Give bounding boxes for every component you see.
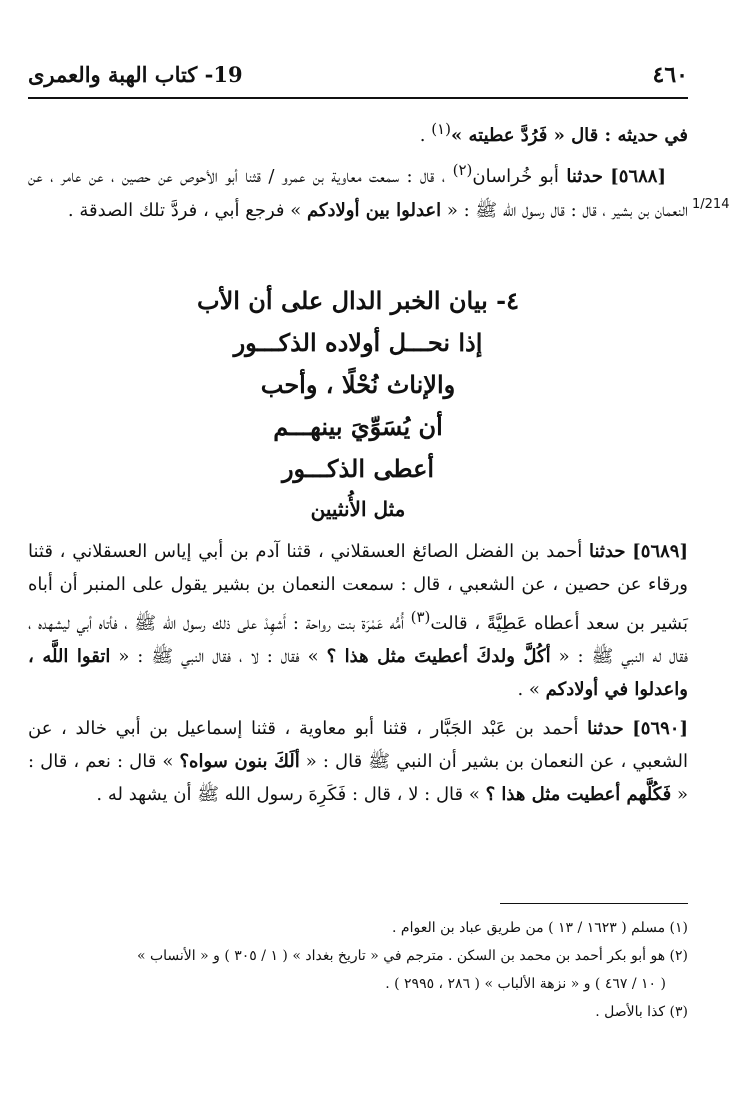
heading-line: ٤- بيان الخبر الدال على أن الأب: [197, 286, 519, 315]
continuation-paragraph: [28, 112, 688, 153]
margin-folio-mark: 1/214: [692, 197, 730, 212]
heading-line: إذا نحـــل أولاده الذكـــور: [233, 328, 483, 357]
footnote-divider: [500, 903, 688, 904]
hadith-5688: [28, 153, 688, 228]
hadith-text: أبو خُراسان: [472, 166, 567, 187]
heading-line: أن يُسَوِّيَ بينهـــم: [273, 412, 443, 441]
hadith-text: » .: [517, 679, 546, 700]
hadith-text: » قال : نعم ، قال : «: [28, 751, 688, 805]
hadith-text: » فرجع أبي ، فردَّ تلك الصدقة .: [67, 200, 307, 221]
hadith-text: أُمُّه عَمْرَة بنت رواحة : أَشهِدْ على ذلك رسول الله ﷺ ، فأتاه أبي ليشهده ، فقال له النبي ﷺ : «: [28, 613, 689, 667]
hadith-number: [٥٦٨٨]: [610, 166, 666, 187]
footnote-ref: (٢): [452, 161, 473, 179]
footnote-ref: (٣): [410, 608, 431, 626]
hadith-text: ، قال : سمعت معاوية بن عمرو / قثنا أبو الأحوص عن حصين ، عن عامر ، عن النعمان بن بشير ، قال : قال رسول الله ﷺ : «: [28, 166, 688, 221]
footnotes: [28, 914, 688, 1026]
hadith-number: [٥٦٩٠]: [632, 718, 688, 739]
hadith-number: [٥٦٨٩]: [632, 541, 688, 562]
prophet-quote: اتقوا اللَّه ، واعدلوا في أولادكم: [28, 646, 688, 700]
heading-line: والإناث نُحْلًا ، وأحب: [260, 370, 456, 399]
footnote: (٣) كذا بالأصل .: [595, 1004, 688, 1020]
prophet-quote: أكُلَّ ولدكَ أعطيتَ مثل هذا ؟: [326, 646, 551, 667]
section-heading: [28, 280, 688, 528]
hadith-lead: حدثنا: [589, 541, 626, 562]
continuation-text: في حديثه : قال « فَرُدَّ عطيته »: [450, 125, 688, 146]
top-text-block: [28, 112, 688, 228]
prophet-quote: اعدلوا بين أولادكم: [306, 200, 442, 221]
hadith-text: أحمد بن الفضل الصائغ العسقلاني ، قثنا آدم بن أبي إياس العسقلاني ، قثنا ورقاء عن حصين ، عن الشعبي ، قال : سمعت النعمان بن بشير يقول على المنبر أن أباه بَشير بن سعد أعطاه عَطِيَّةً ، قالت: [28, 541, 688, 634]
header-divider: [28, 97, 688, 99]
hadith-lead: حدثنا: [587, 718, 624, 739]
page-number: ٤٦٠: [652, 62, 688, 88]
footnote-ref: (١): [431, 120, 451, 138]
footnote-continuation: ( ١٠ / ٤٦٧ ) و « نزهة الألباب » ( ٢٨٦ ، ٢٩٩٥ ) .: [385, 976, 666, 992]
heading-line: مثل الأُنثيين: [310, 497, 406, 521]
hadith-5690: [28, 712, 688, 811]
main-text-block: [28, 535, 688, 817]
heading-line: أعطى الذكـــور: [281, 454, 435, 483]
prophet-quote: ألَكَ بنون سواه؟: [179, 751, 300, 772]
footnote: (١) مسلم ( ١٦٢٣ / ١٣ ) من طريق عباد بن العوام .: [392, 920, 688, 936]
running-header: [28, 62, 688, 96]
hadith-text: » قال : لا ، قال : فَكَرِهَ رسول الله ﷺ أن يشهد له .: [96, 784, 486, 805]
hadith-text: » فقال : لا ، فقال النبي ﷺ : «: [110, 646, 327, 667]
hadith-text: أحمد بن عَبْد الجَبَّار ، قثنا أبو معاوية ، قثنا إسماعيل بن أبي خالد ، عن الشعبي ، عن النعمان بن بشير أن النبي ﷺ قال : «: [28, 718, 688, 772]
hadith-5689: [28, 535, 688, 706]
continuation-tail: .: [419, 125, 432, 146]
chapter-title: 19- كتاب الهبة والعمرى: [28, 62, 243, 87]
prophet-quote: فَكُلَّهم أعطيت مثل هذا ؟: [485, 784, 672, 805]
hadith-lead: حدثنا: [566, 166, 603, 187]
footnote: (٢) هو أبو بكر أحمد بن محمد بن السكن . مترجم في « تاريخ بغداد » ( ١ / ٣٠٥ ) و « الأنساب »: [136, 948, 688, 964]
